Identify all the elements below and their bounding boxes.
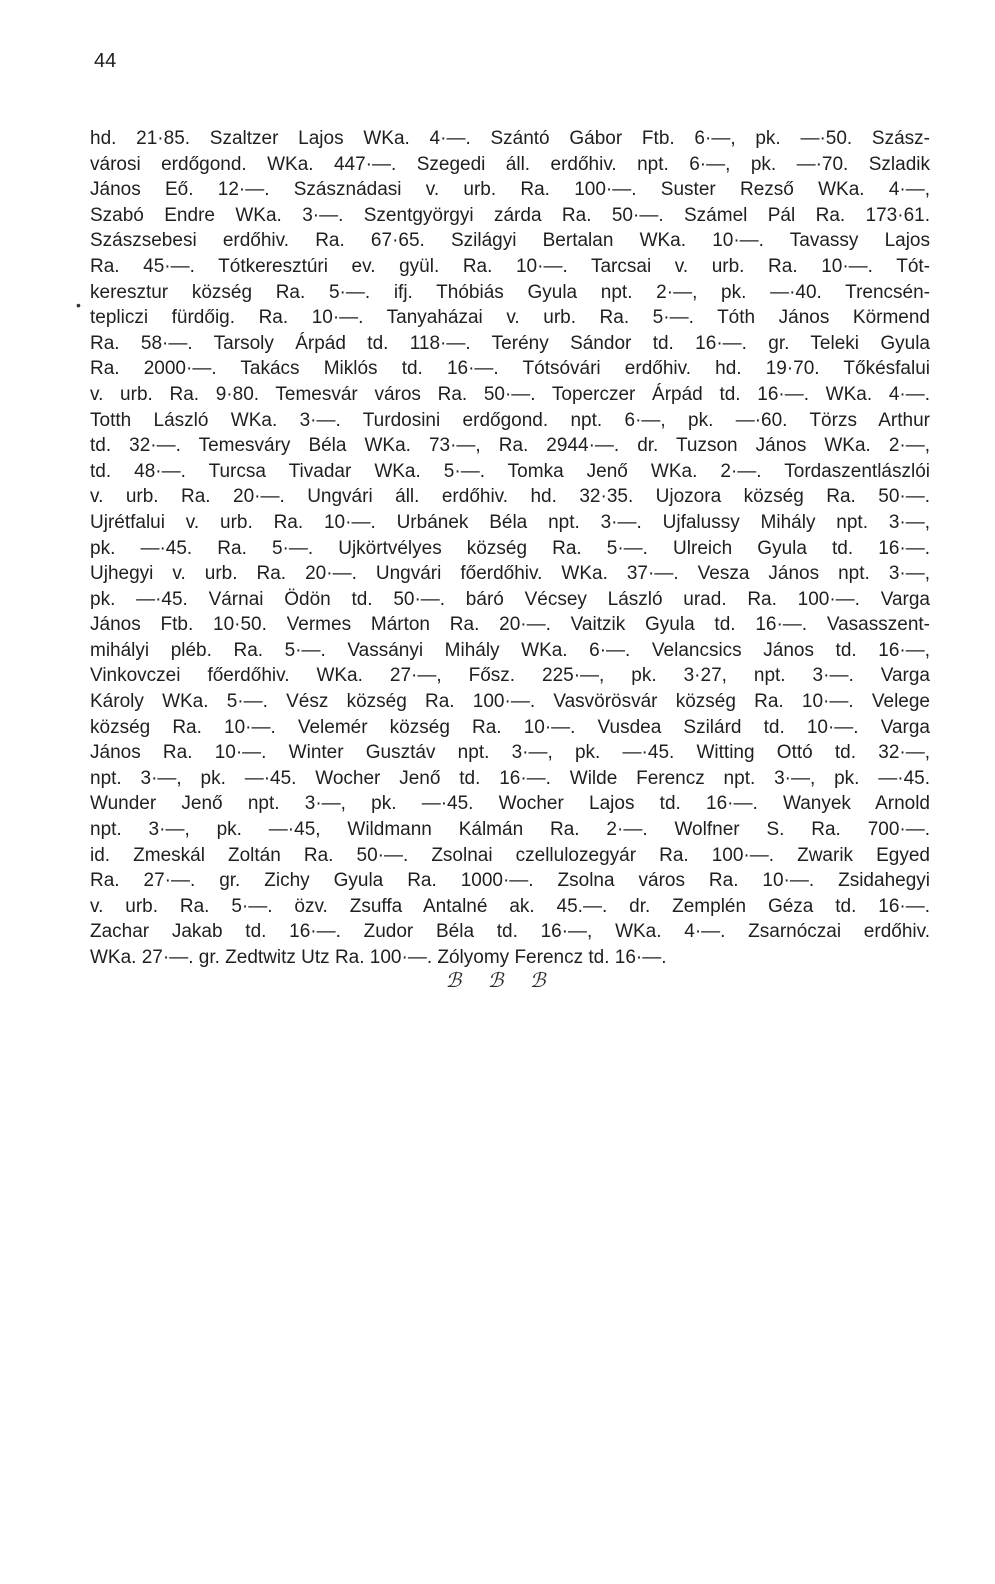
text-line: td. 32·—. Temesváry Béla WKa. 73·—, Ra. 2944·—. dr. Tuzson János WKa. 2·—, [90, 435, 930, 457]
text-line: Károly WKa. 5·—. Vész község Ra. 100·—. Vasvörösvár község Ra. 10·—. Velege [90, 691, 930, 713]
text-line: tepliczi fürdőig. Ra. 10·—. Tanyaházai v. urb. Ra. 5·—. Tóth János Körmend [90, 307, 930, 329]
text-line: td. 48·—. Turcsa Tivadar WKa. 5·—. Tomka Jenő WKa. 2·—. Tordaszentlászlói [90, 460, 930, 482]
text-line: v. urb. Ra. 20·—. Ungvári áll. erdőhiv. hd. 32·35. Ujozora község Ra. 50·—. [90, 486, 930, 508]
text-line: pk. —·45. Ra. 5·—. Ujkörtvélyes község Ra. 5·—. Ulreich Gyula td. 16·—. [90, 537, 930, 559]
text-line: npt. 3·—, pk. —·45, Wildmann Kálmán Ra. 2·—. Wolfner S. Ra. 700·—. [90, 819, 930, 841]
text-line: Ra. 58·—. Tarsoly Árpád td. 118·—. Terény Sándor td. 16·—. gr. Teleki Gyula [90, 332, 930, 354]
text-line: Ra. 27·—. gr. Zichy Gyula Ra. 1000·—. Zsolna város Ra. 10·—. Zsidahegyi [90, 870, 930, 892]
text-line: János Ra. 10·—. Winter Gusztáv npt. 3·—, pk. —·45. Witting Ottó td. 32·—, [90, 742, 930, 764]
text-line: hd. 21·85. Szaltzer Lajos WKa. 4·—. Szántó Gábor Ftb. 6·—, pk. —·50. Szász- [90, 128, 930, 149]
page-number: 44 [94, 50, 117, 72]
text-line: mihályi pléb. Ra. 5·—. Vassányi Mihály WKa. 6·—. Velancsics János td. 16·—, [90, 639, 930, 661]
text-line: község Ra. 10·—. Velemér község Ra. 10·—. Vusdea Szilárd td. 10·—. Varga [90, 716, 930, 738]
text-line: Szászsebesi erdőhiv. Ra. 67·65. Szilágyi Bertalan WKa. 10·—. Tavassy Lajos [90, 230, 930, 252]
text-line: Wunder Jenő npt. 3·—, pk. —·45. Wocher Lajos td. 16·—. Wanyek Arnold [90, 793, 930, 815]
text-line: Vinkovczei főerdőhiv. WKa. 27·—, Fősz. 225·—, pk. 3·27, npt. 3·—. Varga [90, 665, 930, 687]
margin-bullet: • [76, 297, 81, 313]
text-line: városi erdőgond. WKa. 447·—. Szegedi áll. erdőhiv. npt. 6·—, pk. —·70. Szladik [90, 153, 930, 175]
body-text [90, 126, 930, 971]
text-line: János Ftb. 10·50. Vermes Márton Ra. 20·—. Vaitzik Gyula td. 16·—. Vasasszent- [90, 614, 930, 636]
text-line: keresztur község Ra. 5·—. ifj. Thóbiás Gyula npt. 2·—, pk. —·40. Trencsén- [90, 281, 930, 303]
text-line: npt. 3·—, pk. —·45. Wocher Jenő td. 16·—. Wilde Ferencz npt. 3·—, pk. —·45. [90, 767, 930, 789]
text-line: Ujrétfalui v. urb. Ra. 10·—. Urbánek Béla npt. 3·—. Ujfalussy Mihály npt. 3·—, [90, 511, 930, 533]
text-line: Zachar Jakab td. 16·—. Zudor Béla td. 16·—, WKa. 4·—. Zsarnóczai erdőhiv. [90, 921, 930, 943]
text-line: id. Zmeskál Zoltán Ra. 50·—. Zsolnai czellulozegyár Ra. 100·—. Zwarik Egyed [90, 844, 930, 866]
ornament-glyph: ℬ [445, 968, 466, 992]
text-line: Ra. 2000·—. Takács Miklós td. 16·—. Tótsóvári erdőhiv. hd. 19·70. Tőkésfalui [90, 358, 930, 380]
text-line-last: WKa. 27·—. gr. Zedtwitz Utz Ra. 100·—. Zólyomy Ferencz td. 16·—. [90, 947, 667, 968]
text-line: pk. —·45. Várnai Ödön td. 50·—. báró Vécsey László urad. Ra. 100·—. Varga [90, 588, 930, 610]
text-line: Ujhegyi v. urb. Ra. 20·—. Ungvári főerdőhiv. WKa. 37·—. Vesza János npt. 3·—, [90, 563, 930, 585]
text-line: János Eő. 12·—. Szásznádasi v. urb. Ra. 100·—. Suster Rezső WKa. 4·—, [90, 179, 930, 201]
text-line: Szabó Endre WKa. 3·—. Szentgyörgyi zárda Ra. 50·—. Számel Pál Ra. 173·61. [90, 204, 930, 226]
ornament-divider [0, 968, 995, 992]
text-line: v. urb. Ra. 5·—. özv. Zsuffa Antalné ak. 45.—. dr. Zemplén Géza td. 16·—. [90, 895, 930, 917]
ornament-glyph: ℬ [529, 968, 550, 992]
text-line: Totth László WKa. 3·—. Turdosini erdőgond. npt. 6·—, pk. —·60. Törzs Arthur [90, 409, 930, 431]
ornament-glyph: ℬ [487, 968, 508, 992]
text-line: Ra. 45·—. Tótkeresztúri ev. gyül. Ra. 10·—. Tarcsai v. urb. Ra. 10·—. Tót- [90, 255, 930, 277]
text-line: v. urb. Ra. 9·80. Temesvár város Ra. 50·—. Toperczer Árpád td. 16·—. WKa. 4·—. [90, 383, 930, 405]
